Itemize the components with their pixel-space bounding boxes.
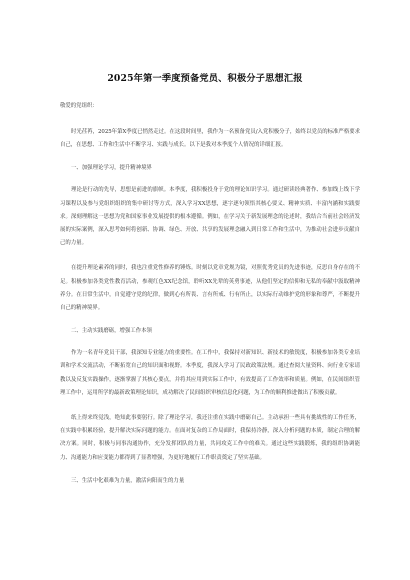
section-heading-3: 三、生活中化艰难为力量，激活向阳而生的力量 — [71, 477, 185, 484]
paragraph-theory-study: 理论是行动的先导，思想是前进的旗帜。本季度，我积极投身于党的理论知识学习。通过研读经典著作、参加线上线下学习课程以及参与党组织组织的集中研讨等方式，深入学习XX思想，逐字逐句领悟其核心要义、精神实质、丰富内涵和实践要求。深刻理解这一思想为党和国家事业发展提供的根本遵循。例如，在学习关于新发展理念的论述时，我结合当前社会经济发展的实际案例，深入思考如何将创新、协调、绿色、开放、共享的发展理念融入到日常工作和生活中，为推动社会进步贡献自己的力量。 — [60, 187, 360, 247]
paragraph-professional-skills: 作为一名青年党员干部，我深知专业能力的重要性。在工作中，我保持对新知识、新技术的敏锐度，积极参加各类专业培训和学术交流活动，不断拓宽自己的知识面和视野。本季度，我深入学习了民政政策法规。通过查阅大量资料、向行业专家请教以及反复实践操作，逐渐掌握了其核心要点，并将其应用到实际工作中，有效提高了工作效率和质量。例如，在民间组织管理工作中，运用所学的最新政策理论知识，成功解决了民间组织审核信息化问题，为工作的顺利推进做出了积极贡献。 — [60, 350, 360, 396]
section-heading-1: 一、加强理论学习，提升精神境界 — [71, 165, 152, 172]
paragraph-intro: 时光荏苒，2025年第X季度已悄然走过。在这段时间里，我作为一名预备党员/入党积极分子，始终以党员的标准严格要求自己，在思想、工作和生活中不断学习、实践与成长。以下是我对本季度个人情况的详细汇报。 — [60, 129, 360, 149]
paragraph-practice: 纸上得来终觉浅，绝知此事要躬行。除了理论学习，我还注重在实践中磨砺自己。主动承担一些具有挑战性的工作任务，在实践中积累经验，提升解决实际问题的能力。在面对复杂的工作局面时，我保持冷静，深入分析问题的本质，制定合理的解决方案。同时，积极与同事沟通协作，充分发挥团队的力量，共同攻克工作中的难关。通过这些实践锻炼，我的组织协调能力、沟通能力和应变能力都得到了显著增强，为更好地履行工作职责奠定了坚实基础。 — [60, 415, 360, 461]
paragraph-party-spirit: 在提升理论素养的同时，我也注重党性修养的锤炼。时刻以党章党规为镜，对照优秀党员的先进事迹，反思自身存在的不足。积极参加各类党性教育活动，参观红色XX纪念馆，聆听XX先辈的英勇事迹，从他们坚定的信仰和无私的奉献中汲取精神养分。在日常生活中，自觉遵守党的纪律，做到心有所畏、言有所戒、行有所止，以实际行动维护党的形象和尊严，不断提升自己的精神境界。 — [60, 265, 360, 312]
section-heading-2: 二、主动实践磨砺，增强工作本领 — [71, 328, 152, 335]
salutation: 敬爱的党组织： — [60, 103, 98, 109]
document-title: 2025年第一季度预备党员、积极分子思想汇报 — [107, 73, 303, 84]
document-body — [60, 126, 360, 497]
